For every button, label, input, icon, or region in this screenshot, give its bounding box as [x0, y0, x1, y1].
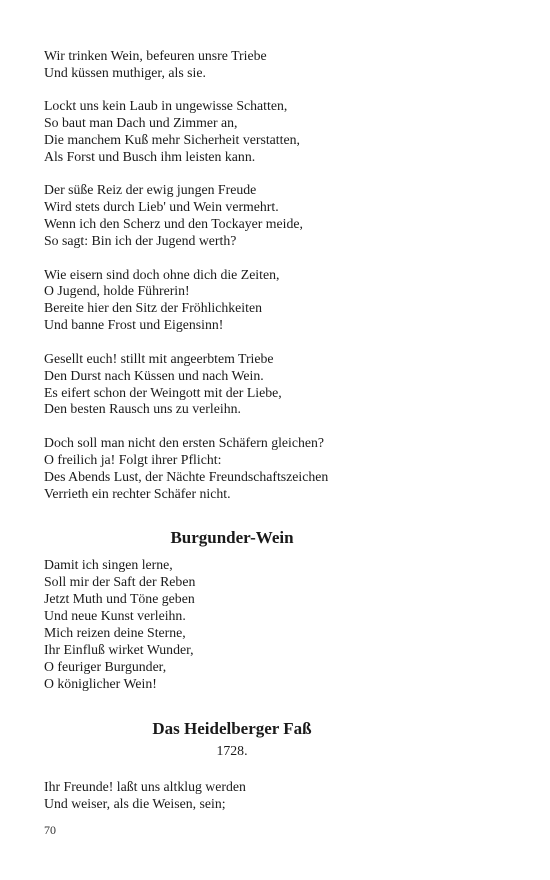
verse-line: Den Durst nach Küssen und nach Wein. — [44, 367, 264, 383]
stanza — [44, 267, 464, 335]
verse-line: Es eifert schon der Weingott mit der Liebe, — [44, 384, 282, 400]
poem-title-burgunder: Burgunder-Wein — [170, 528, 294, 548]
verse-line: O königlicher Wein! — [44, 675, 157, 691]
verse-line: Verrieth ein rechter Schäfer nicht. — [44, 485, 231, 501]
verse-line: Und weiser, als die Weisen, sein; — [44, 795, 226, 811]
verse-line: Der süße Reiz der ewig jungen Freude — [44, 182, 257, 198]
stanza — [44, 48, 464, 82]
verse-line: Soll mir der Saft der Reben — [44, 574, 196, 590]
stanza — [44, 435, 464, 503]
poem-heidelberg — [44, 779, 464, 813]
poem-section-1 — [44, 48, 464, 502]
poem-burgunder — [44, 557, 464, 692]
verse-line: O feuriger Burgunder, — [44, 658, 167, 674]
verse-line: Den besten Rausch uns zu verleihn. — [44, 401, 241, 417]
verse-line: Ihr Einfluß wirket Wunder, — [44, 641, 194, 657]
verse-line: So baut man Dach und Zimmer an, — [44, 115, 238, 131]
stanza — [44, 351, 464, 419]
verse-line: Des Abends Lust, der Nächte Freundschaftszeichen — [44, 468, 329, 484]
poem-title-heidelberg: Das Heidelberger Faß — [152, 718, 312, 738]
verse-line: O freilich ja! Folgt ihrer Pflicht: — [44, 451, 222, 467]
poem-year: 1728. — [216, 742, 248, 758]
stanza — [44, 182, 464, 250]
verse-line: Wenn ich den Scherz und den Tockayer meide, — [44, 216, 303, 232]
verse-line: Damit ich singen lerne, — [44, 557, 173, 573]
verse-line: Ihr Freunde! laßt uns altklug werden — [44, 778, 246, 794]
verse-line: Mich reizen deine Sterne, — [44, 625, 186, 641]
verse-line: Wie eisern sind doch ohne dich die Zeiten, — [44, 266, 280, 282]
verse-line: Lockt uns kein Laub in ungewisse Schatten, — [44, 98, 288, 114]
verse-line: So sagt: Bin ich der Jugend werth? — [44, 233, 237, 249]
verse-line: Wird stets durch Lieb' und Wein vermehrt. — [44, 199, 279, 215]
page-number: 70 — [44, 823, 56, 837]
verse-line: Jetzt Muth und Töne geben — [44, 591, 195, 607]
verse-line: Wir trinken Wein, befeuren unsre Triebe — [44, 48, 267, 63]
page-content — [44, 48, 464, 813]
verse-line: Und banne Frost und Eigensinn! — [44, 317, 224, 333]
verse-line: Bereite hier den Sitz der Fröhlichkeiten — [44, 300, 262, 316]
verse-line: Als Forst und Busch ihm leisten kann. — [44, 149, 256, 165]
verse-line: Und neue Kunst verleihn. — [44, 608, 186, 624]
verse-line: O Jugend, holde Führerin! — [44, 283, 190, 299]
verse-line: Gesellt euch! stillt mit angeerbtem Triebe — [44, 350, 274, 366]
verse-line: Die manchem Kuß mehr Sicherheit verstatten, — [44, 132, 300, 148]
verse-line: Doch soll man nicht den ersten Schäfern gleichen? — [44, 434, 325, 450]
stanza — [44, 98, 464, 166]
verse-line: Und küssen muthiger, als sie. — [44, 64, 206, 80]
